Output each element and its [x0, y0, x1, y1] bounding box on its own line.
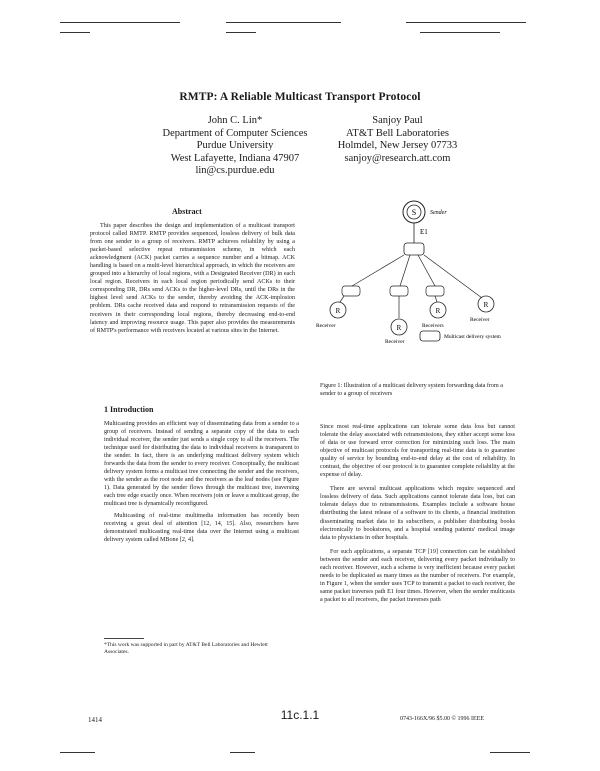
- author-1-name: John C. Lin*: [207, 115, 263, 126]
- intro-paragraph-1: Multicasting provides an efficient way of disseminating data from a sender to a group of receivers. Instead of sending a separate copy of the data to each individual receiver, the sender just sends a single copy to all the receivers. The technique used for distributing the data to individual receivers is transparent to the sender. In fact, there is an underlying multicast delivery system which forwards the data from the sender to every receiver. Conceptually, the multicast delivery system forms a multicast tree connecting the sender and the receivers, with the sender as the root node and the receivers as the leaf nodes (see Figure 1). Data generated by the sender flows through the multicast tree, traversing each tree edge exactly once. When receivers join or leave a multicast group, the multicast tree is dynamically reconfigured.: [104, 421, 299, 508]
- paper-title: RMTP: A Reliable Multicast Transport Protocol: [179, 91, 421, 103]
- receiver-node-1-letter: R: [335, 307, 341, 315]
- footnote-rule: [104, 638, 144, 639]
- abstract-paragraph: This paper describes the design and implementation of a multicast transport protocol called RMTP. RMTP provides sequenced, lossless delivery of bulk data from one sender to a group of receivers. RMTP achieves reliability by using a packet-based selective repeat retransmission scheme, in which each acknowledgment (ACK) packet carries a sequence number and a bitmap. ACK handling is based on a multi-level hierarchical approach, in which the receivers are grouped into a hierarchy of local regions, with a Designated Receiver (DR) in each local region. Receivers in each local region periodically send ACKs to their corresponding DR, DRs send ACKs to the higher-level DRs, until the DRs in the highest level send ACKs to the sender, thereby avoiding the ACK-implosion problem. DRs cache received data and respond to retransmission requests of the receivers in their corresponding local regions, thereby decreasing end-to-end latency and improving resource usage. This paper also provides the measurements of RMTP's performance with receivers located at various sites in the Internet.: [90, 223, 295, 334]
- legend-box: [420, 331, 440, 341]
- receiver-label-4: Receiver: [470, 317, 490, 323]
- author-1: [140, 115, 330, 178]
- author-1-email: lin@cs.purdue.edu: [195, 165, 275, 176]
- legend-label: Multicast delivery system: [444, 334, 501, 340]
- receiver-label-1: Receiver: [316, 323, 336, 329]
- edge-right-down: [435, 296, 437, 302]
- footnote: *This work was supported in part by AT&T Bell Laboratories and Hewlett Associates.: [104, 642, 268, 655]
- header-rule-1: [60, 22, 180, 23]
- intro-text: [104, 420, 299, 544]
- router-top: [404, 243, 424, 255]
- edge-top-right1: [418, 255, 435, 286]
- receiver-node-2-letter: R: [396, 324, 402, 332]
- footer-rule-3: [490, 752, 530, 753]
- session-code: 11c.1.1: [280, 708, 320, 722]
- edge-top-mid: [400, 255, 410, 286]
- header-rule-6: [420, 32, 500, 33]
- header-rule-2: [226, 22, 341, 23]
- author-1-dept: Department of Computer Sciences: [162, 127, 308, 139]
- right-column-text: [320, 423, 515, 604]
- receiver-label-2: Receiver: [385, 339, 405, 345]
- edge-left-down: [340, 296, 344, 302]
- router-right: [426, 286, 444, 296]
- router-left: [342, 286, 360, 296]
- abstract-text: [90, 222, 295, 335]
- edge-e1-label: E1: [420, 228, 428, 236]
- author-1-addr: West Lafayette, Indiana 47907: [170, 152, 300, 164]
- right-paragraph-3: For such applications, a separate TCP [19] connection can be established between the sender and each receiver, delivering every packet individually to each receiver. However, such a scheme is very inefficient because every packet needs to be duplicated as many times as the number of receivers. For example, in Figure 1, when the sender uses TCP to transmit a packet to each receiver, the same packet traverses path E1 four times. However, when the sender multicasts a packet to all receivers, the packet traverses path: [320, 548, 515, 603]
- footer-rule-2: [230, 752, 255, 753]
- receiver-node-4-letter: R: [483, 301, 489, 309]
- sender-label: Sender: [430, 210, 447, 216]
- author-2-dept: AT&T Bell Laboratories: [345, 127, 450, 139]
- author-2: [305, 115, 490, 165]
- edge-top-right2: [424, 255, 482, 298]
- router-mid: [390, 286, 408, 296]
- page-number: 1414: [88, 716, 102, 724]
- figure-1: [310, 198, 520, 373]
- author-2-name: Sanjoy Paul: [372, 115, 423, 126]
- footer-rule-1: [60, 752, 95, 753]
- author-1-org: Purdue University: [196, 140, 274, 151]
- receiver-label-3: Receivers: [422, 323, 444, 329]
- right-paragraph-2: There are several multicast applications which require sequenced and lossless delivery of data. Such applications cannot tolerate data loss, but can tolerate delays due to retransmissions. Examples include a software house distributing the latest release of a software to its clients, a financial institution disseminating market data to its subscribers, a publisher distributing books electronically to bookstores, and a hospital sending patients' medical image data to physicians in other hospitals.: [320, 486, 515, 541]
- header-rule-3: [406, 22, 526, 23]
- receiver-node-3-letter: R: [435, 307, 441, 315]
- author-2-addr: sanjoy@research.att.com: [344, 152, 451, 164]
- header-rule-4: [60, 32, 90, 33]
- header-rule-5: [226, 32, 256, 33]
- right-paragraph-1: Since most real-time applications can tolerate some data loss but cannot tolerate the delay associated with retransmissions, they either accept some loss of data or use forward error correction for minimizing such loss. The main objective of multicast protocols for transporting real-time data is to guarantee quality of service by bounding end-to-end delay at the cost of reliability. In contrast, the objective of our protocol is to guarantee complete reliability at the expense of delay.: [320, 424, 515, 479]
- intro-heading: 1 Introduction: [104, 405, 154, 414]
- edge-top-left: [352, 255, 404, 286]
- abstract-heading: Abstract: [172, 207, 202, 216]
- sender-node-letter: S: [411, 208, 417, 217]
- copyright-line: 0743-166X/96 $5.00 © 1996 IEEE: [400, 716, 485, 722]
- author-2-org: Holmdel, New Jersey 07733: [337, 140, 458, 151]
- figure-caption: Figure 1: Illustration of a multicast delivery system forwarding data from a sender to a group of receivers: [320, 383, 503, 398]
- intro-paragraph-2: Multicasting of real-time multimedia information has recently been receiving a great deal of attention [12, 14, 15]. Also, researchers have demonstrated multicasting real-time data over the Internet using a multicast delivery system called MBone [2, 4].: [104, 512, 299, 543]
